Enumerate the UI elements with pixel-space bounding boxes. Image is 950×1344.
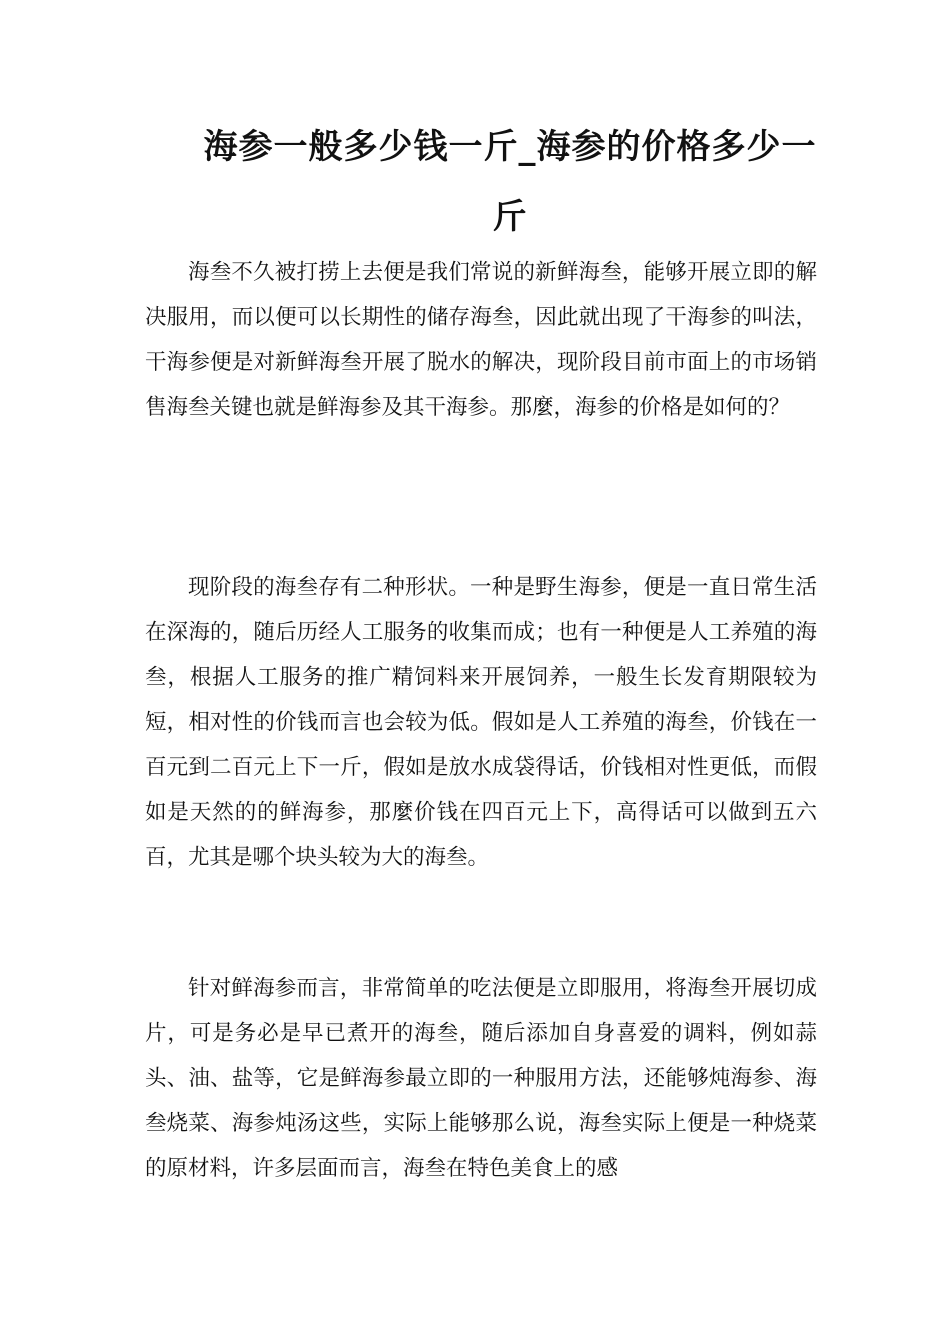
paragraph-3: 针对鲜海参而言，非常简单的吃法便是立即服用，将海叁开展切成片，可是务必是早已煮开的海叁，随后添加自身喜爱的调料，例如蒜头、油、盐等，它是鲜海参最立即的一种服用方法，还能够炖海参、海叁烧菜、海参炖汤这些，实际上能够那么说，海叁实际上便是一种烧菜的原材料，许多层面而言，海叁在特色美食上的感 [145, 976, 817, 1181]
paragraph-2: 现阶段的海叁存有二种形状。一种是野生海参，便是一直日常生活在深海的，随后历经人工服务的收集而成；也有一种便是人工养殖的海叁，根据人工服务的推广精饲料来开展饲养，一般生长发育期限较为短，相对性的价钱而言也会较为低。假如是人工养殖的海叁，价钱在一百元到二百元上下一斤，假如是放水成袋得话，价钱相对性更低，而假如是天然的的鲜海参，那麼价钱在四百元上下，高得话可以做到五六百，尤其是哪个块头较为大的海叁。 [145, 575, 817, 870]
paragraph-1: 海叁不久被打捞上去便是我们常说的新鲜海叁，能够开展立即的解决服用，而以便可以长期性的储存海叁，因此就出现了干海参的叫法，干海参便是对新鲜海叁开展了脱水的解决，现阶段目前市面上的市场销售海叁关键也就是鲜海参及其干海参。那麼，海参的价格是如何的？ [145, 260, 817, 420]
document-title: 海参一般多少钱一斤_海参的价格多少一斤 [203, 127, 817, 237]
